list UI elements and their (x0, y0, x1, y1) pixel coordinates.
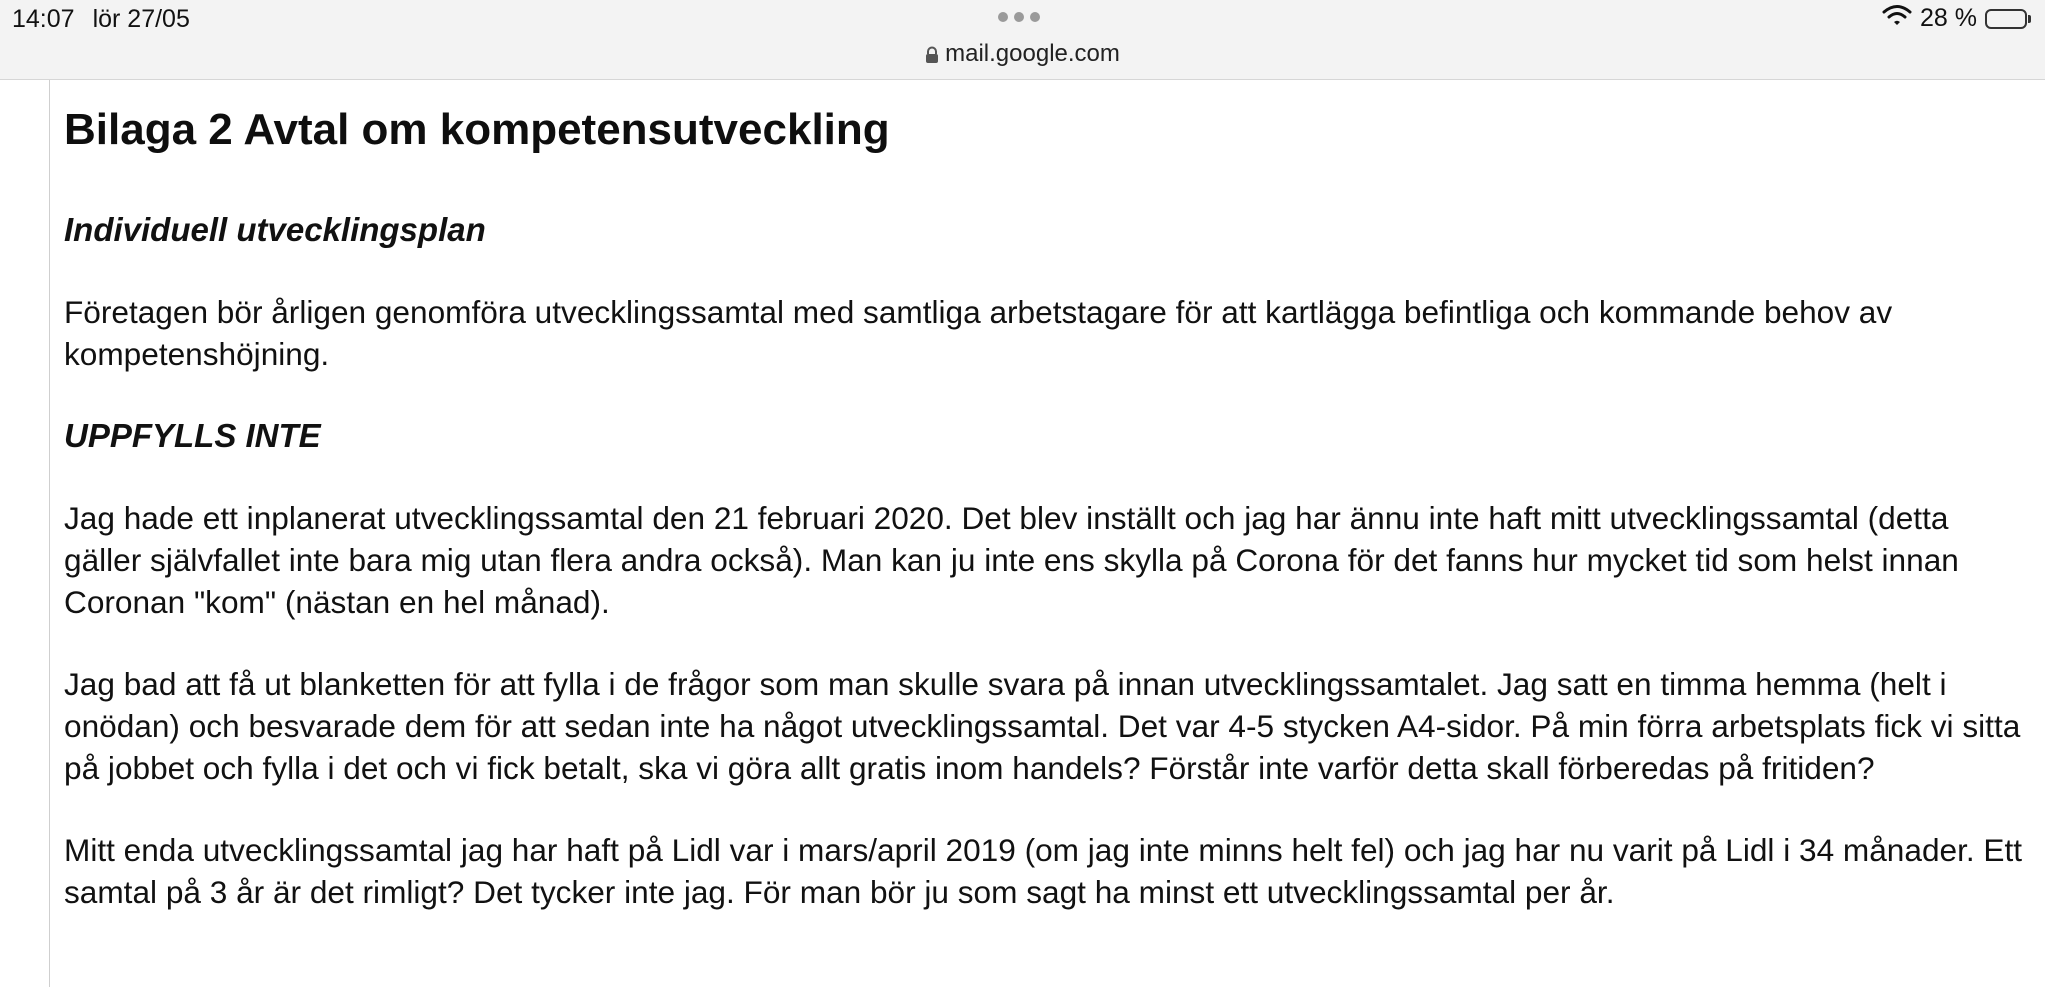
body-paragraph: Mitt enda utvecklingssamtal jag har haft på Lidl var i mars/april 2019 (om jag inte minns helt fel) och jag har nu varit på Lidl i 34 månader. Ett samtal på 3 år är det rimligt? Det tycker inte jag. För man bör ju som sagt ha minst ett utvecklingssamtal per år. (64, 832, 2023, 910)
ellipsis-icon[interactable] (998, 12, 1040, 22)
status-time: 14:07 (12, 5, 75, 33)
wifi-icon (1882, 4, 1912, 33)
status-date: lör 27/05 (92, 5, 190, 33)
lock-icon (925, 43, 939, 71)
battery-percentage: 28 % (1920, 4, 1977, 32)
status-indicators (1882, 4, 2031, 33)
quote-margin-line (49, 80, 50, 987)
url-text: mail.google.com (945, 40, 1120, 67)
status-time-date (12, 5, 190, 34)
browser-status-bar (0, 0, 2045, 80)
address-bar[interactable] (0, 40, 2045, 71)
body-paragraph: Jag hade ett inplanerat utvecklingssamtal den 21 februari 2020. Det blev inställt och jag har ännu inte haft mitt utvecklingssamtal (detta gäller självfallet inte bara mig utan flera andra också). Man kan ju inte ens skylla på Corona för det fanns hur mycket tid som helst innan Coronan "kom" (nästan en hel månad). (64, 500, 1959, 620)
status-heading: UPPFYLLS INTE (64, 417, 321, 454)
document-title: Bilaga 2 Avtal om kompetensutveckling (64, 105, 890, 154)
battery-icon (1985, 9, 2031, 29)
section-heading: Individuell utvecklingsplan (64, 211, 486, 248)
body-paragraph: Jag bad att få ut blanketten för att fylla i de frågor som man skulle svara på innan utvecklingssamtalet. Jag satt en timma hemma (helt i onödan) och besvarade dem för att sedan inte ha något utvecklingssamtal. Det var 4-5 stycken A4-sidor. På min förra arbetsplats fick vi sitta på jobbet och fylla i det och vi fick betalt, ska vi göra allt gratis inom handels? Förstår inte varför detta skall förberedas på fritiden? (64, 666, 2021, 786)
email-body (64, 97, 2024, 953)
intro-paragraph: Företagen bör årligen genomföra utvecklingssamtal med samtliga arbetstagare för att kartlägga befintliga och kommande behov av kompetenshöjning. (64, 294, 1893, 372)
